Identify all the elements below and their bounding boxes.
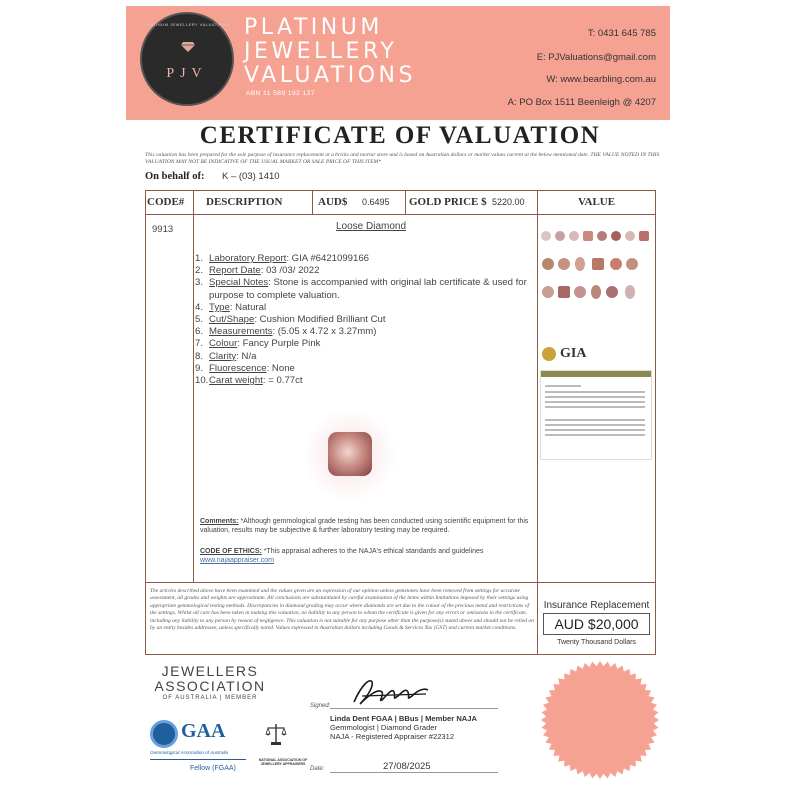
logo-monogram: PJV — [166, 66, 208, 81]
insurance-label: Insurance Replacement — [543, 600, 650, 611]
company-seal — [540, 660, 660, 780]
list-item: 5. Cut/Shape: Cushion Modified Brilliant Cut — [195, 314, 386, 326]
signature-mark — [348, 674, 438, 708]
contact-address: A: PO Box 1511 Beenleigh @ 4207 — [507, 97, 656, 108]
gaa-subtitle: Gemmological Association of Australia — [150, 750, 229, 755]
list-item: 8. Clarity: N/a — [195, 350, 257, 362]
appraiser-details — [330, 714, 477, 742]
gaa-divider — [150, 759, 246, 760]
comments-text: *Although gemmological grade testing has been conducted using scientific equipment for this valuation, results may be subjective & further laboratory testing may be required. — [200, 518, 529, 534]
contact-phone: T: 0431 645 785 — [587, 28, 656, 39]
comments-label: Comments: — [200, 518, 239, 525]
contact-email: E: PJValuations@gmail.com — [536, 52, 656, 63]
insurance-amount: AUD $20,000 — [543, 613, 650, 635]
list-item: 4. Type: Natural — [195, 301, 267, 313]
ethics-section — [200, 547, 540, 565]
gold-price-header: GOLD PRICE $ — [409, 196, 487, 208]
thumbnail-row-2 — [542, 257, 638, 271]
gia-report-banner — [541, 371, 651, 377]
list-item: 3. Special Notes: Stone is accompanied with original lab certificate & used for purpose to complete valuation. — [195, 277, 527, 301]
contact-web: W: www.bearbling.com.au — [546, 74, 656, 85]
naja-link[interactable]: www.najaappraiser.com — [200, 557, 274, 564]
list-item: 9. Fluorescence: None — [195, 362, 295, 374]
document-title: CERTIFICATE OF VALUATION — [199, 122, 601, 149]
gaa-fellow: Fellow (FGAA) — [190, 765, 236, 772]
date-value: 27/08/2025 — [383, 761, 431, 772]
behalf-label: On behalf of: — [145, 171, 205, 182]
gia-seal-icon — [542, 347, 556, 361]
code-header: CODE# — [147, 196, 185, 208]
item-title: Loose Diamond — [336, 221, 407, 232]
logo-ring-text: PLATINUM JEWELLERY VALUATIONS — [144, 22, 230, 27]
diamond-photo — [328, 432, 372, 476]
item-specifications — [195, 253, 535, 387]
description-header: DESCRIPTION — [206, 196, 283, 208]
naja-logo-text: NATIONAL ASSOCIATION OF JEWELLERY APPRAISERS — [258, 758, 308, 767]
appraiser-name: Linda Dent FGAA | BBus | Member NAJA — [330, 714, 477, 723]
behalf-value: K – (03) 1410 — [222, 171, 280, 182]
signed-label: Signed: — [310, 703, 331, 709]
thumbnail-row-1 — [541, 231, 649, 241]
gia-logo: GIA — [560, 346, 587, 361]
appraiser-registration: NAJA - Registered Appraiser #22312 — [330, 732, 455, 742]
gia-report-thumbnail — [540, 370, 652, 460]
brand-name: PLATINUM JEWELLERY VALUATIONS — [244, 15, 416, 88]
diamond-reference-photos — [540, 228, 652, 304]
item-code: 9913 — [152, 224, 174, 235]
signature-line — [330, 708, 498, 709]
jewellers-association-logo: JEWELLERS ASSOCIATION OF AUSTRALIA | MEMBER — [154, 663, 266, 701]
column-divider-desc — [312, 190, 313, 214]
aud-value: 0.6495 — [362, 197, 390, 207]
aud-header: AUD$ — [318, 196, 348, 208]
list-item: 10. Carat weight: = 0.77ct — [195, 375, 303, 387]
abn-number: ABN 11 589 192 137 — [246, 90, 315, 97]
ethics-text: *This appraisal adheres to the NAJA's ethical standards and guidelines — [261, 548, 484, 555]
pjv-logo — [140, 12, 234, 106]
valuation-disclaimer: This valuation has been prepared for the sole purpose of insurance replacement at a bricks and mortar store and is based on Australian dollars or market values current at the below mentioned date. THE VALUE NOTED IN THIS VALUATION MAY NOT BE INDICATIVE OF THE USUAL MARKET OR SALE PRICE OF THIS ITEM* — [145, 152, 660, 165]
list-item: 6. Measurements: (5.05 x 4.72 x 3.27mm) — [195, 326, 377, 338]
comments-section — [200, 517, 540, 535]
list-item: 2. Report Date: 03 /03/ 2022 — [195, 265, 320, 277]
list-item: 1. Laboratory Report: GIA #6421099166 — [195, 253, 370, 264]
diamond-icon — [181, 42, 195, 52]
gold-price-value: 5220.00 — [492, 197, 525, 207]
date-label: Date: — [310, 766, 325, 772]
fine-print: The articles described above have been examined and the values given are an expression of our opinion unless gemstones have been removed from settings for accurate assessment, all grades and weights are approximate. All conclusions are substantiated by careful examination of the items within limitations imposed by their settings using appropriate gemmological testing methods. Discrepancies in diamond grading may occur where diamonds are set due to the colour of the precious metal and restrictions of the settings. Whilst all care has been taken in making this valuation, no liability to any person to whom the certificate is given for any errors or omissions in the certificate, including any liability to any person by reason of negligence. This valuation is not suitable for any purpose other than the purpose(s) stated above and should not be relied on by an entity besides addressee, unless specifically noted. Values expressed in Australian dollars including Goods & Services Tax (GST) and current market conditions. — [150, 588, 534, 632]
gaa-emblem-icon — [150, 720, 178, 748]
value-header: VALUE — [578, 196, 616, 208]
date-line — [330, 772, 498, 773]
appraiser-title: Gemmologist | Diamond Grader — [330, 723, 438, 733]
gaa-logo: GAA — [181, 720, 226, 742]
list-item: 7. Colour: Fancy Purple Pink — [195, 338, 321, 350]
column-divider-code — [193, 190, 194, 583]
column-divider-aud — [405, 190, 406, 214]
table-header-divider — [145, 214, 656, 215]
scales-icon — [265, 722, 287, 746]
ethics-label: CODE OF ETHICS: — [200, 548, 262, 555]
letterhead — [126, 6, 670, 120]
thumbnail-row-3 — [542, 285, 635, 299]
insurance-amount-words: Twenty Thousand Dollars — [557, 639, 636, 646]
